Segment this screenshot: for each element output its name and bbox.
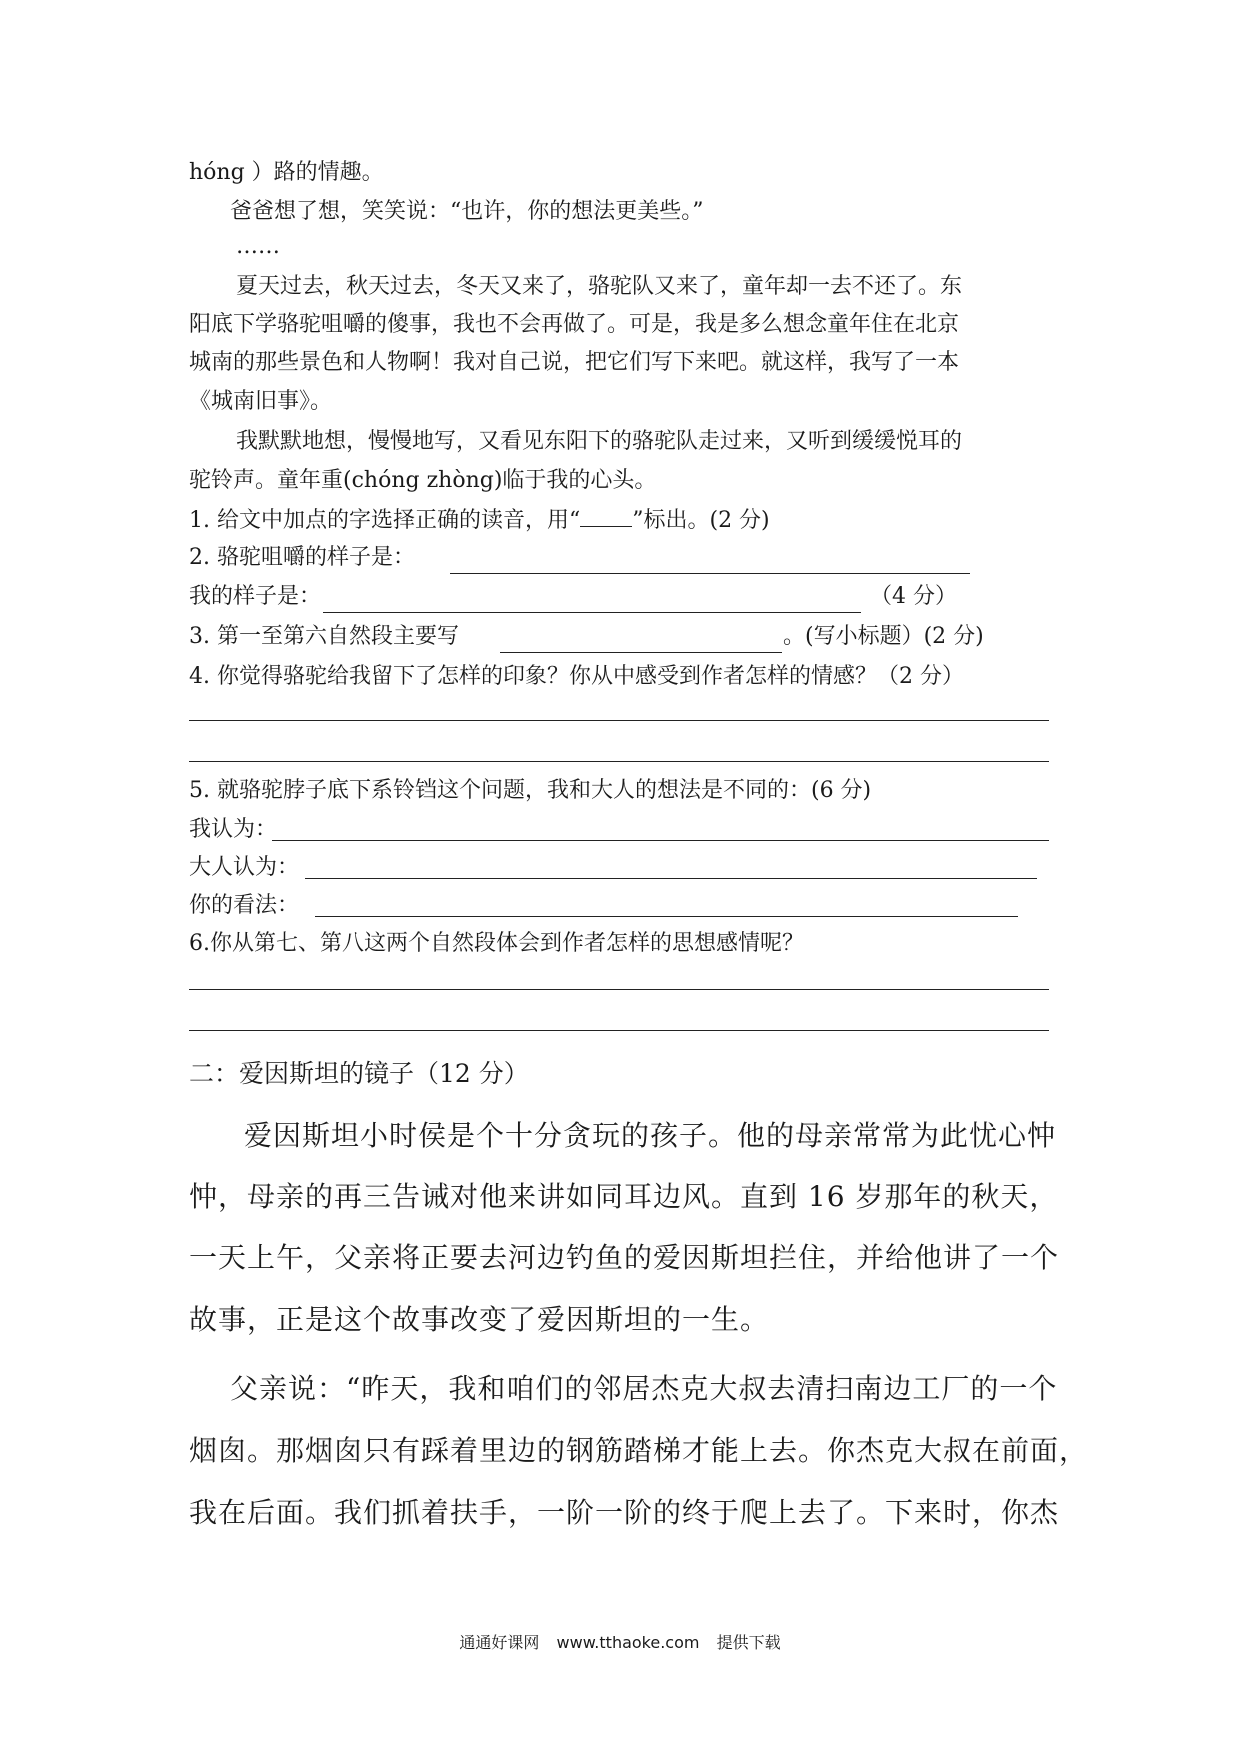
section-2-line: 忡，母亲的再三告诫对他来讲如同耳边风。直到 16 岁那年的秋天， xyxy=(189,1180,1059,1213)
question-6: 6.你从第七、第八这两个自然段体会到作者怎样的思想感情呢？ xyxy=(189,931,804,956)
page-footer xyxy=(0,1630,1240,1653)
passage-line: hóng ）路的情趣。 xyxy=(189,160,384,185)
question-1-mark-blank[interactable] xyxy=(580,504,632,527)
question-6-answer-line[interactable] xyxy=(189,1030,1049,1031)
question-4-answer-line[interactable] xyxy=(189,720,1049,721)
section-2-line: 一天上午，父亲将正要去河边钓鱼的爱因斯坦拦住，并给他讲了一个 xyxy=(189,1241,1060,1274)
question-4: 4. 你觉得骆驼给我留下了怎样的印象？你从中感受到作者怎样的情感？（2 分） xyxy=(189,664,964,689)
section-2-line: 我在后面。我们抓着扶手，一阶一阶的终于爬上去了。下来时，你杰 xyxy=(189,1496,1060,1529)
passage-line: 阳底下学骆驼咀嚼的傻事，我也不会再做了。可是，我是多么想念童年住在北京 xyxy=(189,312,960,337)
question-5-you-answer-line[interactable] xyxy=(315,916,1018,917)
section-2-line: 爱因斯坦小时侯是个十分贪玩的孩子。他的母亲常常为此忧心忡 xyxy=(244,1119,1057,1152)
passage-line: 爸爸想了想，笑笑说：“也许，你的想法更美些。” xyxy=(230,199,704,224)
footer-url[interactable]: www.tthaoke.com xyxy=(556,1633,700,1652)
question-2b-answer-line[interactable] xyxy=(323,612,861,613)
section-2-line: 故事，正是这个故事改变了爱因斯坦的一生。 xyxy=(189,1303,770,1336)
footer-site: 通通好课网 xyxy=(459,1633,540,1652)
question-5-me-label: 我认为： xyxy=(189,817,278,842)
passage-line: 夏天过去，秋天过去，冬天又来了，骆驼队又来了，童年却一去不还了。东 xyxy=(236,274,963,299)
question-5-me-answer-line[interactable] xyxy=(272,840,1049,841)
question-2-points: （4 分） xyxy=(870,584,957,609)
question-2-answer-line[interactable] xyxy=(450,573,970,574)
passage-line: 驼铃声。童年重(chóng zhòng)临于我的心头。 xyxy=(189,468,657,493)
question-2b: 我的样子是： xyxy=(189,584,322,609)
question-1-text: 1. 给文中加点的字选择正确的读音，用“ xyxy=(189,508,581,533)
question-2: 2. 骆驼咀嚼的样子是： xyxy=(189,545,415,570)
footer-note: 提供下载 xyxy=(716,1633,781,1652)
section-2-line: 烟囱。那烟囱只有踩着里边的钢筋踏梯才能上去。你杰克大叔在前面， xyxy=(189,1434,1089,1467)
question-4-answer-line[interactable] xyxy=(189,761,1049,762)
question-1 xyxy=(189,504,770,536)
question-3-points: 。(写小标题）(2 分) xyxy=(783,624,984,649)
question-6-answer-line[interactable] xyxy=(189,989,1049,990)
section-2-title: 二：爱因斯坦的镜子（12 分） xyxy=(189,1059,529,1088)
question-5-adult-label: 大人认为： xyxy=(189,855,300,880)
question-5-adult-answer-line[interactable] xyxy=(305,878,1037,879)
passage-line: 城南的那些景色和人物啊！我对自己说，把它们写下来吧。就这样，我写了一本 xyxy=(189,350,960,375)
passage-line: 《城南旧事》。 xyxy=(189,389,333,414)
passage-ellipsis: …… xyxy=(236,234,280,259)
section-2-line: 父亲说：“昨天，我和咱们的邻居杰克大叔去清扫南边工厂的一个 xyxy=(230,1372,1058,1405)
question-3: 3. 第一至第六自然段主要写 xyxy=(189,624,459,649)
question-3-answer-line[interactable] xyxy=(500,652,782,653)
question-5-you-label: 你的看法： xyxy=(189,893,300,918)
question-5: 5. 就骆驼脖子底下系铃铛这个问题，我和大人的想法是不同的：(6 分) xyxy=(189,778,872,803)
passage-line: 我默默地想，慢慢地写，又看见东阳下的骆驼队走过来，又听到缓缓悦耳的 xyxy=(236,429,963,454)
question-1-points: ”标出。(2 分) xyxy=(632,508,770,533)
